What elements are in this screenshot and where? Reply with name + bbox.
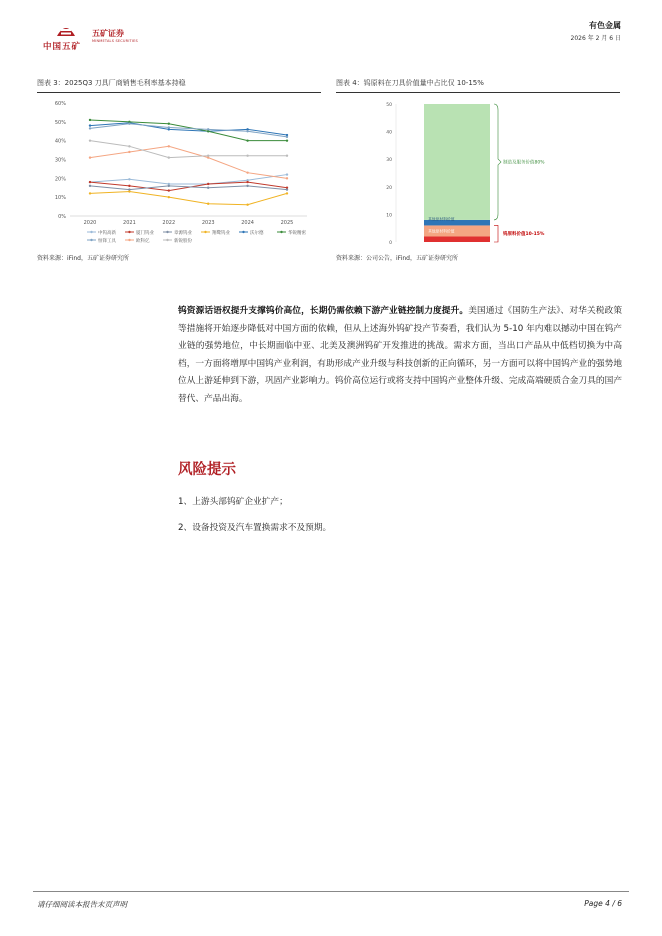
series-point (286, 155, 288, 157)
legend-label: 欧科亿 (136, 239, 150, 244)
report-date: 2026 年 2 月 6 日 (570, 35, 621, 42)
legend-marker (166, 231, 168, 233)
series-point (168, 126, 170, 128)
bar-segment-label: 其他原材料价值 (428, 228, 455, 234)
figure3-title: 图表 3：2025Q3 刀具厂商销售毛利率基本持稳 (37, 79, 186, 87)
legend-marker (128, 239, 130, 241)
series-point (286, 192, 288, 194)
legend-label: 章源钨业 (174, 231, 192, 236)
series-point (168, 189, 170, 191)
series-point (168, 185, 170, 187)
y-tick-label: 10 (386, 213, 392, 219)
body-lead-bold: 钨资源话语权提升支撑钨价高位，长期仍需依赖下游产业链控制力度提升。 (178, 306, 469, 316)
y-tick-label: 40% (54, 138, 66, 145)
figure4-title-rule (336, 92, 620, 93)
annotation-manufacturing: 制造及服务价值80% (503, 160, 545, 166)
series-point (246, 130, 248, 132)
series-point (128, 178, 130, 180)
series-point (286, 173, 288, 175)
series-point (246, 181, 248, 183)
minmetals-securities-logo-text: 五矿证券 (92, 29, 124, 38)
y-tick-label: 30 (386, 158, 392, 164)
legend-label: 沃尔德 (250, 231, 264, 236)
series-point (286, 139, 288, 141)
legend-marker (128, 231, 130, 233)
y-tick-label: 0% (58, 214, 66, 220)
series-point (168, 156, 170, 158)
figure4-source: 资料来源：公司公告，iFind，五矿证券研究所 (336, 255, 458, 262)
x-tick-label: 2021 (123, 220, 136, 226)
series-point (207, 203, 209, 205)
legend-label: 翔鹭钨业 (212, 231, 230, 236)
series-point (89, 192, 91, 194)
series-point (246, 171, 248, 173)
china-minmetals-logo-text: 中国五矿 (43, 42, 82, 52)
series-point (246, 185, 248, 187)
y-tick-label: 40 (386, 130, 392, 136)
series-point (128, 123, 130, 125)
footer-page-number: Page 4 / 6 (584, 899, 622, 908)
series-point (89, 139, 91, 141)
series-point (89, 185, 91, 187)
series-point (89, 127, 91, 129)
series-point (168, 196, 170, 198)
series-point (207, 183, 209, 185)
series-point (207, 187, 209, 189)
risk-heading: 风险提示 (178, 462, 236, 478)
brace-manufacturing (494, 104, 501, 220)
series-point (89, 156, 91, 158)
annotation-tungsten: 钨原料价值10-15% (503, 232, 545, 238)
series-point (89, 181, 91, 183)
series-line (90, 141, 287, 158)
risk-item-1: 1、上游头部钨矿企业扩产； (178, 497, 288, 507)
section-title: 有色金属 (589, 21, 621, 30)
bar-segment-label: 其他原材料价值 (428, 216, 455, 222)
figure4-title: 图表 4：钨原料在刀具价值量中占比仅 10-15% (336, 79, 484, 87)
series-point (89, 119, 91, 121)
series-point (89, 124, 91, 126)
figure4-stacked-bar-chart (336, 95, 620, 250)
figure3-title-rule (37, 92, 321, 93)
x-tick-label: 2022 (162, 220, 176, 226)
body-text: 美国通过《国防生产法》、对华关税政策等措施将开始逐步降低对中国方面的依赖，但从上述海外钨矿投产节奏看，我们认为 5-10 年内难以撼动中国在钨产业链的强势地位，中长期面临中亚、北美及澳洲钨矿开发推进的挑战。需求方面，当出口产品从中低档切换为中高档，一方面将增厚中国钨产业利润，有助形成产业升级与科技创新的正向循环，另一方面可以将中国钨产业的强势地位从上游延伸到下游，巩固产业影响力。钨价高位运行或将支持中国钨产业整体升级、完成高端硬质合金刀具的国产替代、产品出海。 (178, 306, 623, 404)
series-point (286, 177, 288, 179)
series-point (246, 155, 248, 157)
series-line (90, 192, 287, 205)
series-point (128, 190, 130, 192)
risk-item-2: 2、设备投资及汽车置换需求不及预期。 (178, 523, 332, 533)
series-point (168, 123, 170, 125)
series-point (286, 136, 288, 138)
series-point (246, 139, 248, 141)
series-point (128, 185, 130, 187)
figure3-line-chart (37, 95, 321, 250)
legend-marker (204, 231, 206, 233)
footer-rule (33, 891, 629, 892)
series-point (128, 151, 130, 153)
legend-marker (90, 239, 92, 241)
legend-marker (90, 231, 92, 233)
series-point (207, 155, 209, 157)
y-tick-label: 30% (54, 157, 66, 164)
legend-marker (242, 231, 244, 233)
legend-label: 华锐精密 (288, 231, 306, 236)
y-tick-label: 50 (386, 103, 392, 108)
x-tick-label: 2024 (241, 220, 254, 226)
series-point (246, 204, 248, 206)
brace-tungsten (494, 225, 498, 242)
series-point (207, 128, 209, 130)
y-tick-label: 10% (54, 195, 66, 202)
legend-marker (166, 239, 168, 241)
legend-label: 中钨高新 (98, 231, 116, 236)
china-minmetals-logo-icon (55, 20, 77, 38)
figure3-source: 资料来源：iFind，五矿证券研究所 (37, 255, 129, 262)
x-tick-label: 2025 (280, 220, 294, 226)
minmetals-securities-logo-subtext: MINMETALS SECURITIES (92, 39, 138, 43)
y-tick-label: 50% (54, 119, 66, 126)
bar-segment (424, 236, 490, 242)
x-tick-label: 2023 (201, 220, 215, 226)
legend-label: 新锐股份 (174, 239, 192, 244)
series-line (90, 175, 287, 184)
y-tick-label: 20 (386, 185, 392, 191)
legend-marker (280, 231, 282, 233)
series-point (128, 145, 130, 147)
bar-segment (424, 104, 490, 220)
y-tick-label: 20% (54, 176, 66, 183)
y-tick-label: 60% (54, 101, 66, 107)
legend-label: 厦门钨业 (136, 231, 154, 236)
x-tick-label: 2020 (83, 220, 97, 226)
footer-disclaimer: 请仔细阅读本报告末页声明 (37, 900, 127, 909)
series-point (286, 188, 288, 190)
y-tick-label: 0 (389, 241, 392, 246)
series-point (168, 145, 170, 147)
legend-label: 恒锋工具 (98, 239, 116, 244)
series-line (90, 146, 287, 178)
body-paragraph (178, 303, 622, 408)
